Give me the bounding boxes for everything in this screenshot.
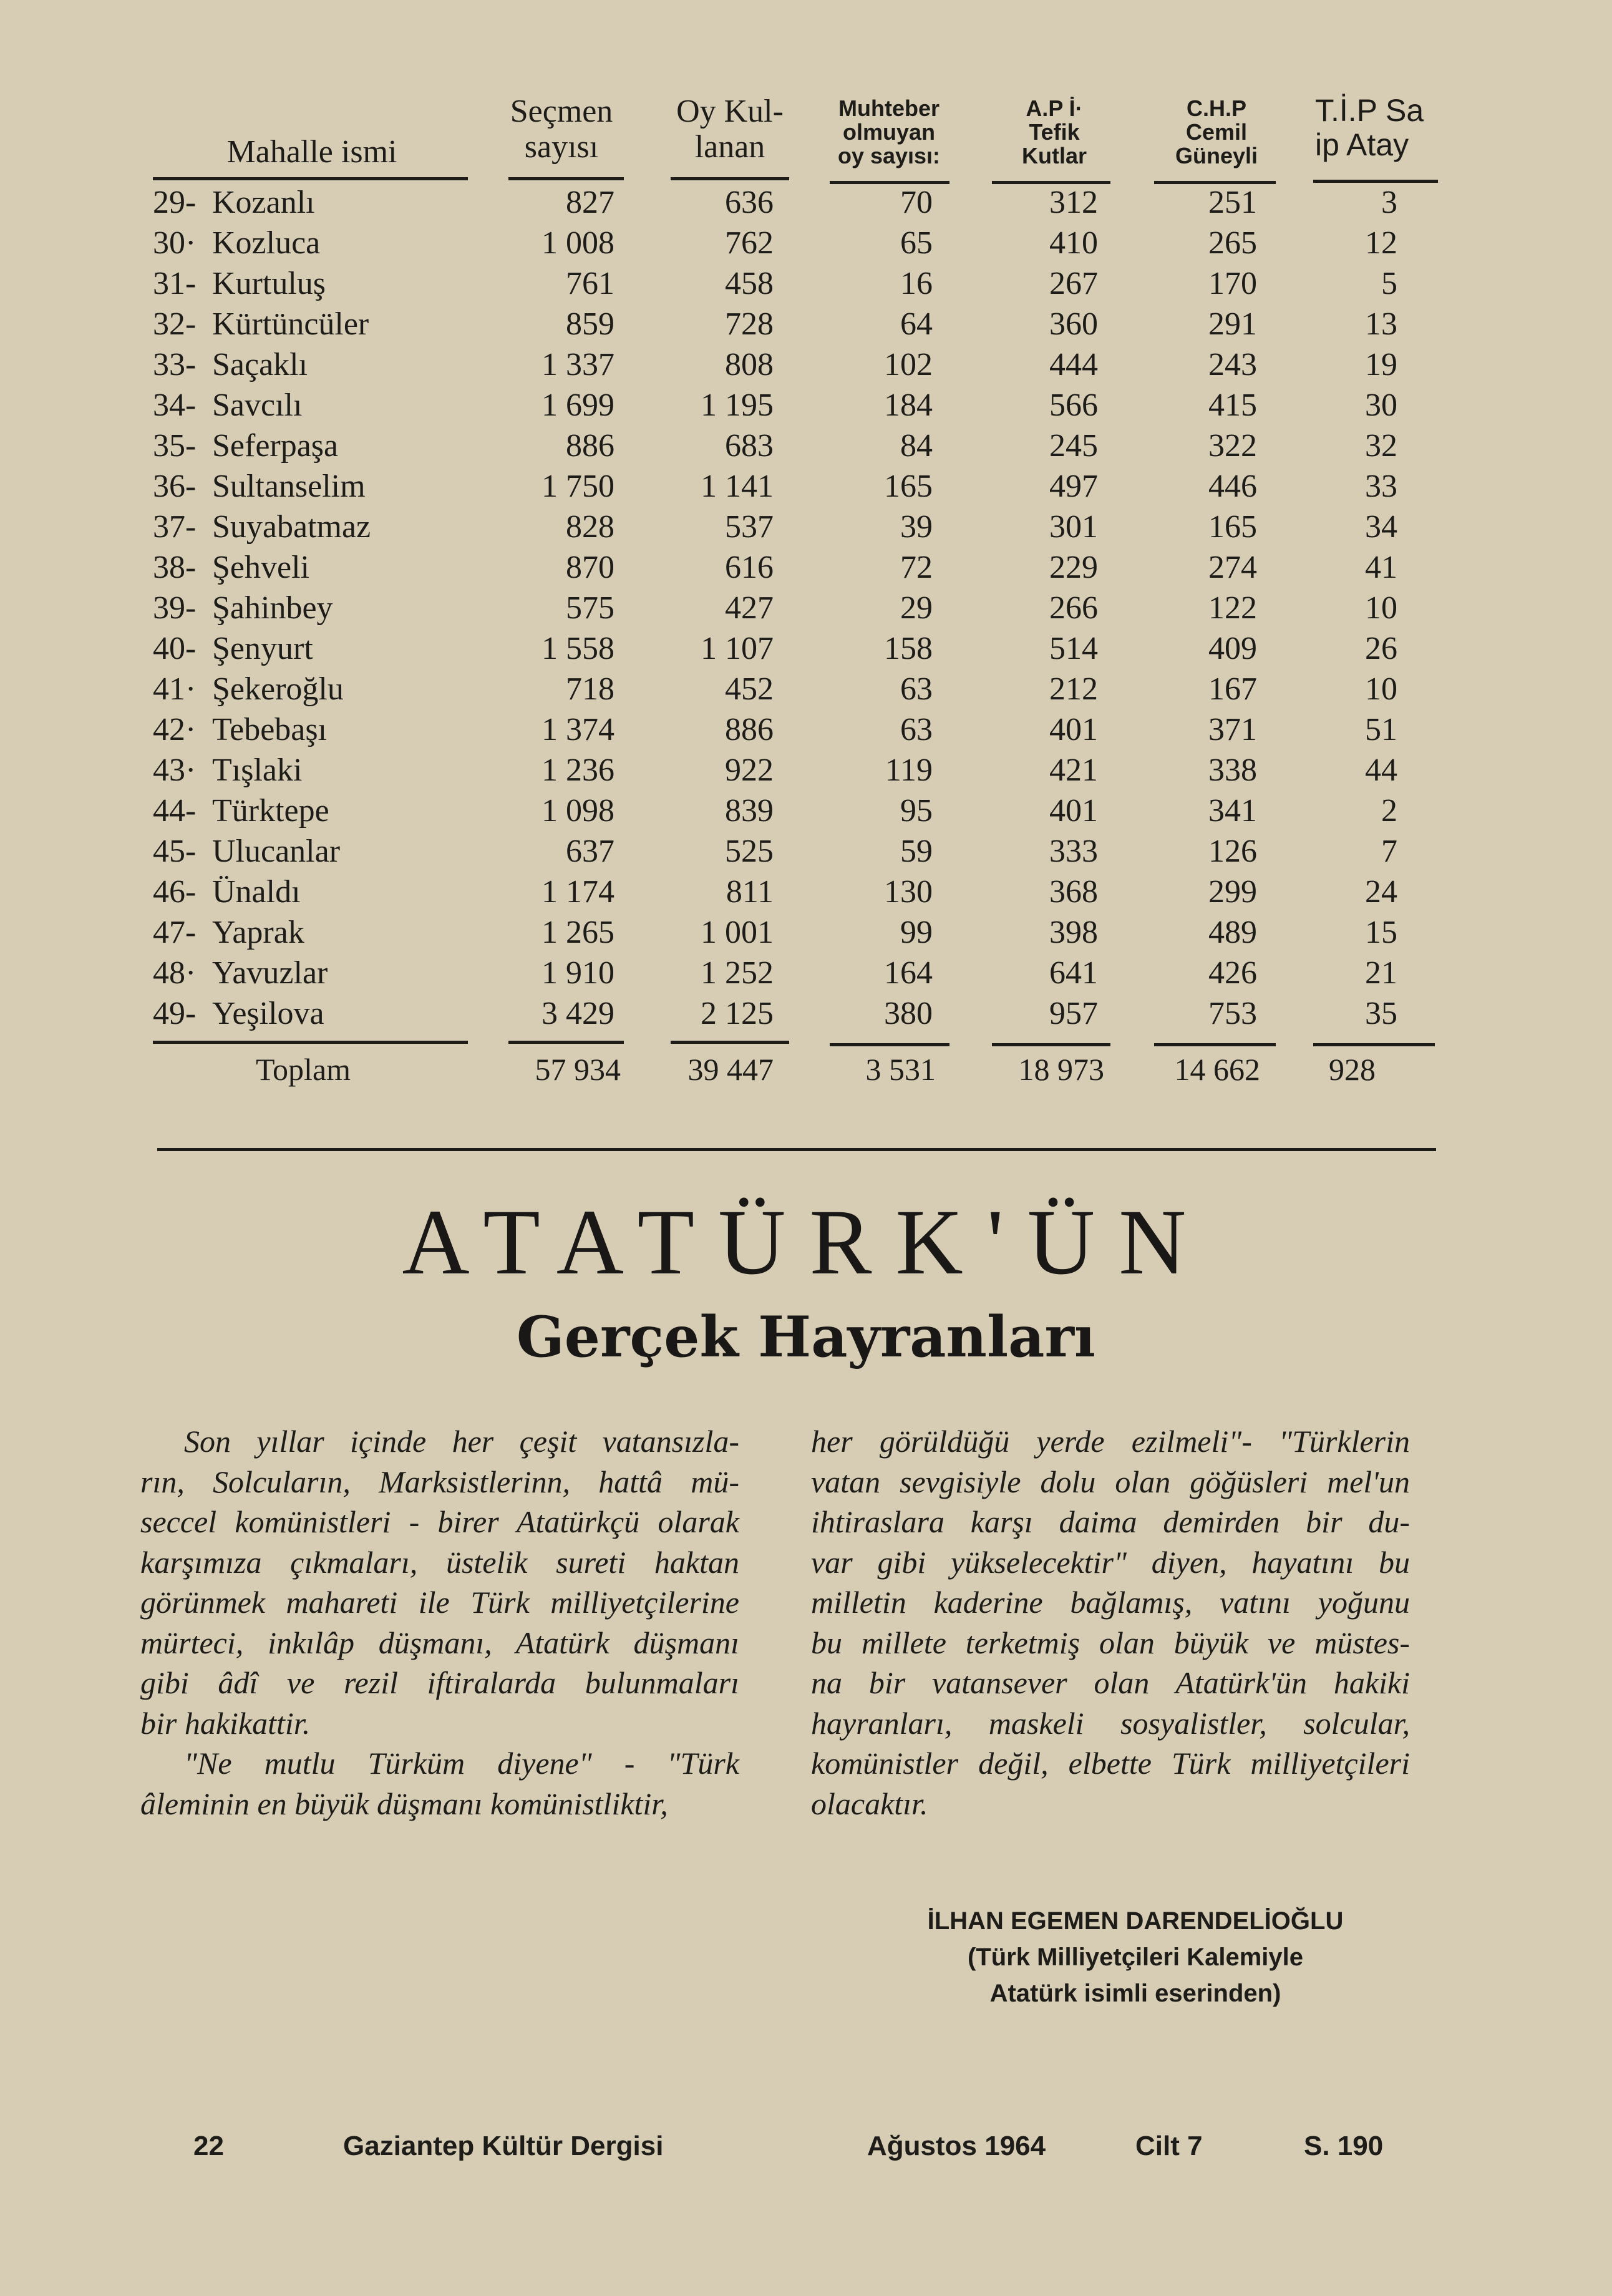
cell-ap: 398 (1049, 915, 1098, 950)
cell-tip: 21 (1365, 955, 1397, 991)
cell-oy: 2 125 (701, 996, 774, 1031)
cell-secmen: 1 174 (541, 874, 614, 910)
header-chp (1151, 97, 1282, 167)
cell-secmen: 1 008 (541, 225, 614, 261)
cell-secmen: 859 (566, 306, 614, 342)
table-row (0, 306, 1612, 346)
cell-no: 34- (153, 387, 197, 423)
cell-oy: 452 (725, 671, 774, 707)
header-chp-line2: Cemil (1185, 119, 1248, 145)
article-line: âleminin en büyük düşmanı komünistliktir, (140, 1786, 668, 1821)
header-ap (992, 97, 1117, 167)
cell-oy: 839 (725, 793, 774, 829)
cell-no: 32- (153, 306, 197, 342)
cell-secmen: 828 (566, 509, 614, 545)
table-row (0, 508, 1612, 549)
cell-tip: 26 (1365, 631, 1397, 666)
source-line-2: Atatürk isimli eserinden) (989, 1980, 1281, 2007)
cell-oy: 762 (725, 225, 774, 261)
cell-muhteber: 164 (884, 955, 933, 991)
cell-tip: 51 (1365, 712, 1397, 747)
cell-secmen: 1 558 (541, 631, 614, 666)
cell-secmen: 3 429 (541, 996, 614, 1031)
header-oy-line1: Oy Kul- (676, 94, 784, 129)
article-line: "Ne mutlu Türküm diyene" - "Türk (184, 1746, 739, 1781)
header-underline (153, 177, 468, 180)
cell-tip: 33 (1365, 469, 1397, 504)
cell-muhteber: 184 (884, 387, 933, 423)
cell-name: Suyabatmaz (212, 509, 371, 545)
cell-name: Şahinbey (212, 590, 333, 626)
cell-muhteber: 39 (900, 509, 933, 545)
cell-chp: 489 (1208, 915, 1257, 950)
cell-chp: 322 (1208, 428, 1257, 464)
cell-ap: 566 (1049, 387, 1098, 423)
page-footer (0, 2131, 1612, 2174)
table-row (0, 752, 1612, 792)
header-secmen-line2: sayısı (524, 129, 599, 165)
cell-tip: 10 (1365, 671, 1397, 707)
article-column-right (811, 1421, 1410, 1824)
table-row (0, 346, 1612, 387)
cell-ap: 421 (1049, 752, 1098, 788)
cell-tip: 41 (1365, 550, 1397, 585)
article-line: vatan sevgisiyle dolu olan göğüsleri mel'un (811, 1464, 1410, 1499)
cell-tip: 34 (1365, 509, 1397, 545)
cell-name: Kozanlı (212, 185, 315, 220)
cell-name: Şenyurt (212, 631, 313, 666)
article-line: var gibi yükselecektir" diyen, hayatını bu (811, 1544, 1410, 1580)
article-line: hayranları, maskeli sosyalistler, solcular, (811, 1705, 1410, 1741)
table-row (0, 590, 1612, 630)
cell-oy: 1 107 (701, 631, 774, 666)
total-ap: 18 973 (1018, 1052, 1104, 1087)
cell-secmen: 886 (566, 428, 614, 464)
cell-secmen: 718 (566, 671, 614, 707)
cell-muhteber: 64 (900, 306, 933, 342)
article-line: mürteci, inkılâp düşmanı, Atatürk düşmanı (140, 1625, 739, 1660)
article-line: görünmek mahareti ile Türk milliyetçilerine (140, 1585, 739, 1620)
table-row (0, 955, 1612, 995)
header-secmen (499, 94, 624, 165)
total-rule (1154, 1043, 1276, 1046)
table-row (0, 184, 1612, 225)
cell-chp: 126 (1208, 834, 1257, 869)
article-title: ATATÜRK'ÜN (402, 1190, 1210, 1294)
cell-tip: 24 (1365, 874, 1397, 910)
volume: Cilt 7 (1135, 2131, 1203, 2161)
cell-no: 46- (153, 874, 197, 910)
cell-name: Tebebaşı (212, 712, 328, 747)
cell-chp: 165 (1208, 509, 1257, 545)
cell-ap: 497 (1049, 469, 1098, 504)
cell-chp: 299 (1208, 874, 1257, 910)
article-line: gibi âdî ve rezil iftiralarda bulunmaları (140, 1665, 739, 1700)
total-rule (1313, 1043, 1435, 1046)
cell-no: 40- (153, 631, 197, 666)
cell-secmen: 827 (566, 185, 614, 220)
cell-chp: 338 (1208, 752, 1257, 788)
cell-tip: 13 (1365, 306, 1397, 342)
table-row (0, 427, 1612, 468)
cell-secmen: 1 699 (541, 387, 614, 423)
total-rule (153, 1041, 468, 1044)
cell-oy: 525 (725, 834, 774, 869)
header-muhteber-line3: oy sayısı: (837, 142, 941, 168)
cell-secmen: 1 337 (541, 347, 614, 382)
cell-chp: 251 (1208, 185, 1257, 220)
cell-name: Ünaldı (212, 874, 301, 910)
cell-ap: 514 (1049, 631, 1098, 666)
cell-muhteber: 119 (885, 752, 933, 788)
article-line: ihtiraslara karşı daima demirden bir du- (811, 1504, 1410, 1539)
author-name: İLHAN EGEMEN DARENDELİOĞLU (927, 1907, 1344, 1935)
cell-no: 47- (153, 915, 197, 950)
cell-no: 42· (153, 712, 197, 747)
cell-no: 44- (153, 793, 197, 829)
header-underline (1313, 180, 1438, 183)
cell-tip: 30 (1365, 387, 1397, 423)
cell-ap: 301 (1049, 509, 1098, 545)
cell-name: Ulucanlar (212, 834, 341, 869)
article-line: bu millete terketmiş olan büyük ve müstes- (811, 1625, 1410, 1660)
cell-tip: 10 (1365, 590, 1397, 626)
cell-no: 48· (153, 955, 197, 991)
cell-secmen: 1 236 (541, 752, 614, 788)
cell-tip: 19 (1365, 347, 1397, 382)
cell-name: Yaprak (212, 915, 304, 950)
cell-name: Sultanselim (212, 469, 366, 504)
cell-ap: 444 (1049, 347, 1098, 382)
cell-tip: 2 (1381, 793, 1397, 829)
cell-muhteber: 63 (900, 712, 933, 747)
cell-oy: 616 (725, 550, 774, 585)
cell-ap: 401 (1049, 712, 1098, 747)
cell-name: Kurtuluş (212, 266, 326, 301)
cell-name: Yavuzlar (212, 955, 328, 991)
cell-chp: 753 (1208, 996, 1257, 1031)
article-column-left (140, 1421, 739, 1824)
cell-name: Kozluca (212, 225, 321, 261)
cell-muhteber: 16 (900, 266, 933, 301)
cell-tip: 35 (1365, 996, 1397, 1031)
article-line: karşımıza çıkmaları, üstelik sureti haktan (140, 1544, 739, 1580)
cell-name: Kürtüncüler (212, 306, 369, 342)
table-row (0, 630, 1612, 671)
total-oy: 39 447 (687, 1052, 774, 1087)
cell-no: 49- (153, 996, 197, 1031)
article-line: bir hakikattir. (140, 1705, 311, 1741)
cell-muhteber: 63 (900, 671, 933, 707)
cell-secmen: 870 (566, 550, 614, 585)
cell-oy: 537 (725, 509, 774, 545)
header-muhteber-line2: olmuyan (842, 119, 936, 145)
cell-chp: 291 (1208, 306, 1257, 342)
article-line: seccel komünistleri - birer Atatürkçü olarak (140, 1504, 739, 1539)
article-line: olacaktır. (811, 1786, 928, 1821)
cell-chp: 426 (1208, 955, 1257, 991)
cell-no: 43· (153, 752, 197, 788)
article-line: rın, Solcuların, Marksistlerinn, hattâ mü- (140, 1464, 739, 1499)
cell-no: 31- (153, 266, 197, 301)
cell-ap: 410 (1049, 225, 1098, 261)
cell-tip: 5 (1381, 266, 1397, 301)
cell-name: Tışlaki (212, 752, 303, 788)
cell-secmen: 761 (566, 266, 614, 301)
table-row (0, 225, 1612, 265)
cell-muhteber: 102 (884, 347, 933, 382)
article-line: milletin kaderine bağlamış, vatını yoğunu (811, 1585, 1410, 1620)
total-rule (508, 1041, 624, 1044)
election-results-table (0, 0, 1612, 1111)
table-row (0, 873, 1612, 914)
cell-secmen: 575 (566, 590, 614, 626)
cell-chp: 122 (1208, 590, 1257, 626)
cell-tip: 15 (1365, 915, 1397, 950)
page-number: 22 (193, 2131, 224, 2161)
total-chp: 14 662 (1174, 1052, 1260, 1087)
cell-muhteber: 65 (900, 225, 933, 261)
table-row (0, 387, 1612, 427)
cell-no: 38- (153, 550, 197, 585)
cell-name: Şehveli (212, 550, 309, 585)
cell-muhteber: 95 (900, 793, 933, 829)
cell-oy: 636 (725, 185, 774, 220)
cell-tip: 7 (1381, 834, 1397, 869)
cell-oy: 427 (725, 590, 774, 626)
cell-muhteber: 130 (884, 874, 933, 910)
header-mahalle-text: Mahalle ismi (226, 134, 397, 170)
cell-ap: 957 (1049, 996, 1098, 1031)
cell-oy: 808 (725, 347, 774, 382)
cell-muhteber: 380 (884, 996, 933, 1031)
cell-muhteber: 165 (884, 469, 933, 504)
header-muhteber (820, 97, 958, 167)
cell-no: 37- (153, 509, 197, 545)
header-mahalle (156, 134, 468, 170)
cell-oy: 1 001 (701, 915, 774, 950)
header-tip (1304, 94, 1460, 162)
header-underline (508, 177, 624, 180)
cell-no: 45- (153, 834, 197, 869)
cell-chp: 274 (1208, 550, 1257, 585)
cell-ap: 245 (1049, 428, 1098, 464)
article-line: na bir vatansever olan Atatürk'ün hakiki (811, 1665, 1410, 1700)
issue-date: Ağustos 1964 (867, 2131, 1046, 2161)
table-row (0, 914, 1612, 955)
cell-chp: 243 (1208, 347, 1257, 382)
cell-no: 30· (153, 225, 197, 261)
cell-ap: 267 (1049, 266, 1098, 301)
cell-ap: 212 (1049, 671, 1098, 707)
header-chp-line1: C.H.P (1186, 95, 1246, 121)
cell-ap: 229 (1049, 550, 1098, 585)
header-secmen-line1: Seçmen (510, 94, 613, 129)
cell-no: 35- (153, 428, 197, 464)
table-row (0, 671, 1612, 711)
header-ap-line2: Tefik (1029, 119, 1080, 145)
article-line: her görüldüğü yerde ezilmeli"- "Türklerin (811, 1424, 1410, 1459)
cell-ap: 641 (1049, 955, 1098, 991)
total-label: Toplam (256, 1052, 351, 1087)
cell-oy: 728 (725, 306, 774, 342)
total-muhteber: 3 531 (865, 1052, 936, 1087)
article-subtitle: Gerçek Hayranları (516, 1304, 1096, 1370)
cell-ap: 312 (1049, 185, 1098, 220)
header-oy-line2: lanan (694, 129, 765, 165)
issue-number: S. 190 (1304, 2131, 1384, 2161)
cell-muhteber: 158 (884, 631, 933, 666)
header-muhteber-line1: Muhteber (838, 95, 940, 121)
cell-no: 41· (153, 671, 197, 707)
header-ap-line1: A.P İ· (1026, 95, 1083, 121)
total-rule (830, 1043, 949, 1046)
cell-no: 39- (153, 590, 197, 626)
cell-ap: 333 (1049, 834, 1098, 869)
cell-oy: 886 (725, 712, 774, 747)
table-row (0, 711, 1612, 752)
cell-chp: 446 (1208, 469, 1257, 504)
header-chp-line3: Güneyli (1175, 142, 1258, 168)
header-oy (664, 94, 795, 165)
header-tip-line1: T.İ.P Sa (1315, 93, 1424, 128)
cell-secmen: 1 265 (541, 915, 614, 950)
cell-oy: 458 (725, 266, 774, 301)
cell-muhteber: 72 (900, 550, 933, 585)
cell-chp: 341 (1208, 793, 1257, 829)
cell-name: Türktepe (212, 793, 329, 829)
cell-chp: 409 (1208, 631, 1257, 666)
header-tip-line2: ip Atay (1315, 127, 1409, 162)
cell-chp: 167 (1208, 671, 1257, 707)
cell-chp: 415 (1208, 387, 1257, 423)
header-ap-line3: Kutlar (1021, 142, 1087, 168)
cell-chp: 371 (1208, 712, 1257, 747)
table-row (0, 468, 1612, 508)
cell-oy: 922 (725, 752, 774, 788)
table-row (0, 833, 1612, 873)
cell-name: Yeşilova (212, 996, 324, 1031)
article-byline (836, 1903, 1435, 2011)
cell-secmen: 1 750 (541, 469, 614, 504)
cell-secmen: 637 (566, 834, 614, 869)
cell-ap: 360 (1049, 306, 1098, 342)
source-line-1: (Türk Milliyetçileri Kalemiyle (968, 1943, 1303, 1971)
table-row (0, 995, 1612, 1036)
table-row (0, 265, 1612, 306)
section-divider (157, 1148, 1436, 1151)
cell-muhteber: 99 (900, 915, 933, 950)
cell-secmen: 1 098 (541, 793, 614, 829)
cell-oy: 1 141 (701, 469, 774, 504)
article-line: Son yıllar içinde her çeşit vatansızla- (184, 1424, 739, 1459)
cell-name: Saçaklı (212, 347, 308, 382)
cell-oy: 1 195 (701, 387, 774, 423)
table-row (0, 549, 1612, 590)
cell-oy: 683 (725, 428, 774, 464)
cell-tip: 32 (1365, 428, 1397, 464)
cell-tip: 12 (1365, 225, 1397, 261)
cell-ap: 401 (1049, 793, 1098, 829)
table-row (0, 792, 1612, 833)
total-secmen: 57 934 (535, 1052, 621, 1087)
cell-ap: 266 (1049, 590, 1098, 626)
cell-chp: 170 (1208, 266, 1257, 301)
cell-no: 36- (153, 469, 197, 504)
journal-name: Gaziantep Kültür Dergisi (343, 2131, 664, 2161)
cell-muhteber: 59 (900, 834, 933, 869)
article-line: komünistler değil, elbette Türk milliyetçileri (811, 1746, 1410, 1781)
cell-name: Şekeroğlu (212, 671, 344, 707)
cell-oy: 811 (726, 874, 774, 910)
cell-chp: 265 (1208, 225, 1257, 261)
total-rule (992, 1043, 1110, 1046)
cell-oy: 1 252 (701, 955, 774, 991)
total-tip: 928 (1329, 1052, 1376, 1087)
cell-no: 29- (153, 185, 197, 220)
cell-no: 33- (153, 347, 197, 382)
cell-secmen: 1 910 (541, 955, 614, 991)
total-rule (671, 1041, 789, 1044)
cell-name: Savcılı (212, 387, 303, 423)
cell-secmen: 1 374 (541, 712, 614, 747)
cell-muhteber: 29 (900, 590, 933, 626)
cell-ap: 368 (1049, 874, 1098, 910)
header-underline (671, 177, 789, 180)
cell-tip: 44 (1365, 752, 1397, 788)
cell-muhteber: 70 (900, 185, 933, 220)
cell-tip: 3 (1381, 185, 1397, 220)
cell-name: Seferpaşa (212, 428, 339, 464)
cell-muhteber: 84 (900, 428, 933, 464)
